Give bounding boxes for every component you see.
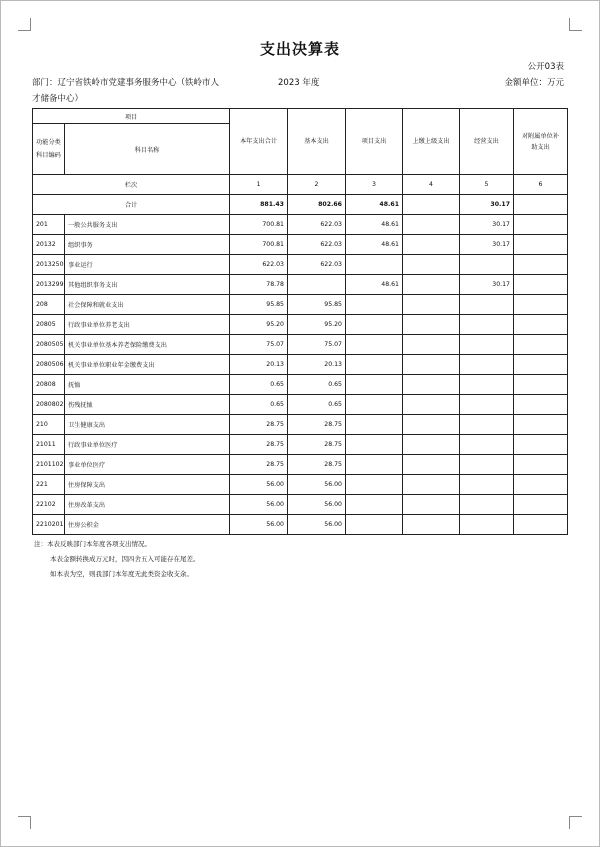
amount-cell bbox=[514, 275, 568, 295]
subject-code: 2080506 bbox=[33, 355, 65, 375]
amount-cell: 95.85 bbox=[288, 295, 346, 315]
table-row bbox=[33, 315, 568, 335]
subject-name: 抚恤 bbox=[65, 375, 230, 395]
subject-name: 住房公积金 bbox=[65, 515, 230, 535]
subject-name: 一般公共服务支出 bbox=[65, 215, 230, 235]
amount-cell: 622.03 bbox=[288, 215, 346, 235]
amount-cell bbox=[460, 375, 514, 395]
amount-cell bbox=[514, 355, 568, 375]
subject-name: 其他组织事务支出 bbox=[65, 275, 230, 295]
total-value bbox=[403, 195, 460, 215]
amount-cell bbox=[514, 375, 568, 395]
amount-cell bbox=[460, 255, 514, 275]
amount-cell bbox=[460, 475, 514, 495]
col-num: 5 bbox=[460, 175, 514, 195]
col-num: 3 bbox=[346, 175, 403, 195]
amount-cell bbox=[460, 455, 514, 475]
amount-cell bbox=[403, 435, 460, 455]
total-row bbox=[33, 195, 568, 215]
crop-mark-bottom-right bbox=[569, 816, 582, 829]
amount-cell bbox=[403, 355, 460, 375]
header-item-group: 项目 bbox=[33, 109, 230, 124]
subject-name: 行政事业单位养老支出 bbox=[65, 315, 230, 335]
amount-cell: 56.00 bbox=[230, 495, 288, 515]
amount-cell bbox=[403, 455, 460, 475]
amount-cell: 56.00 bbox=[230, 475, 288, 495]
amount-cell bbox=[514, 255, 568, 275]
header-col-2: 基本支出 bbox=[288, 109, 346, 175]
subject-name: 住房保障支出 bbox=[65, 475, 230, 495]
total-value: 48.61 bbox=[346, 195, 403, 215]
form-code: 公开03表 bbox=[527, 62, 564, 72]
header-name: 科目名称 bbox=[65, 124, 230, 175]
amount-cell bbox=[514, 335, 568, 355]
col-num: 1 bbox=[230, 175, 288, 195]
amount-cell: 0.65 bbox=[288, 395, 346, 415]
amount-cell: 28.75 bbox=[230, 435, 288, 455]
subject-code: 2013299 bbox=[33, 275, 65, 295]
amount-cell bbox=[403, 495, 460, 515]
amount-cell bbox=[403, 235, 460, 255]
amount-cell bbox=[514, 215, 568, 235]
col-num: 6 bbox=[514, 175, 568, 195]
amount-cell bbox=[346, 455, 403, 475]
amount-cell: 622.03 bbox=[288, 235, 346, 255]
subject-code: 2013250 bbox=[33, 255, 65, 275]
table-row bbox=[33, 235, 568, 255]
header-col-5: 经营支出 bbox=[460, 109, 514, 175]
table-row bbox=[33, 295, 568, 315]
amount-cell bbox=[288, 275, 346, 295]
amount-cell bbox=[460, 395, 514, 415]
amount-cell: 0.65 bbox=[288, 375, 346, 395]
header-col-1: 本年支出合计 bbox=[230, 109, 288, 175]
table-row bbox=[33, 275, 568, 295]
amount-cell bbox=[346, 355, 403, 375]
subject-name: 住房改革支出 bbox=[65, 495, 230, 515]
row-label: 栏次 bbox=[33, 175, 230, 195]
subject-name: 事业单位医疗 bbox=[65, 455, 230, 475]
table-row bbox=[33, 375, 568, 395]
table-row bbox=[33, 475, 568, 495]
amount-cell: 28.75 bbox=[288, 415, 346, 435]
amount-cell bbox=[460, 315, 514, 335]
table-row bbox=[33, 355, 568, 375]
subject-code: 210 bbox=[33, 415, 65, 435]
col-num: 2 bbox=[288, 175, 346, 195]
amount-cell bbox=[460, 515, 514, 535]
amount-cell: 622.03 bbox=[288, 255, 346, 275]
amount-cell bbox=[514, 435, 568, 455]
amount-cell bbox=[460, 435, 514, 455]
amount-cell bbox=[403, 315, 460, 335]
amount-cell: 28.75 bbox=[230, 415, 288, 435]
total-value: 802.66 bbox=[288, 195, 346, 215]
amount-cell bbox=[403, 395, 460, 415]
amount-cell bbox=[403, 375, 460, 395]
subject-name: 机关事业单位职业年金缴费支出 bbox=[65, 355, 230, 375]
column-number-row bbox=[33, 175, 568, 195]
amount-cell bbox=[346, 295, 403, 315]
total-value: 30.17 bbox=[460, 195, 514, 215]
amount-cell: 78.78 bbox=[230, 275, 288, 295]
amount-cell bbox=[514, 315, 568, 335]
amount-cell: 0.65 bbox=[230, 375, 288, 395]
amount-cell: 56.00 bbox=[230, 515, 288, 535]
amount-cell: 75.07 bbox=[288, 335, 346, 355]
amount-cell bbox=[403, 415, 460, 435]
amount-cell bbox=[514, 235, 568, 255]
amount-cell: 28.75 bbox=[230, 455, 288, 475]
amount-cell: 20.13 bbox=[288, 355, 346, 375]
amount-cell: 95.20 bbox=[288, 315, 346, 335]
header-col-6: 对附属单位补助支出 bbox=[514, 109, 568, 175]
subject-code: 20132 bbox=[33, 235, 65, 255]
subject-code: 208 bbox=[33, 295, 65, 315]
amount-cell: 30.17 bbox=[460, 275, 514, 295]
subject-name: 伤残抚恤 bbox=[65, 395, 230, 415]
table-row bbox=[33, 215, 568, 235]
amount-cell bbox=[346, 255, 403, 275]
amount-cell bbox=[346, 435, 403, 455]
header-row-group bbox=[33, 109, 568, 124]
amount-cell bbox=[514, 395, 568, 415]
amount-cell: 700.81 bbox=[230, 235, 288, 255]
subject-name: 卫生健康支出 bbox=[65, 415, 230, 435]
amount-cell bbox=[403, 295, 460, 315]
amount-cell: 95.85 bbox=[230, 295, 288, 315]
subject-code: 2080505 bbox=[33, 335, 65, 355]
amount-cell: 56.00 bbox=[288, 515, 346, 535]
amount-cell: 56.00 bbox=[288, 475, 346, 495]
table-row bbox=[33, 435, 568, 455]
amount-cell bbox=[460, 335, 514, 355]
amount-cell: 30.17 bbox=[460, 235, 514, 255]
amount-cell bbox=[514, 295, 568, 315]
table-row bbox=[33, 415, 568, 435]
subject-code: 201 bbox=[33, 215, 65, 235]
subject-name: 事业运行 bbox=[65, 255, 230, 275]
amount-cell bbox=[346, 515, 403, 535]
subject-code: 22102 bbox=[33, 495, 65, 515]
amount-cell: 30.17 bbox=[460, 215, 514, 235]
table-row bbox=[33, 515, 568, 535]
subject-code: 221 bbox=[33, 475, 65, 495]
amount-cell bbox=[403, 215, 460, 235]
subject-code: 20805 bbox=[33, 315, 65, 335]
amount-cell: 20.13 bbox=[230, 355, 288, 375]
table-row bbox=[33, 335, 568, 355]
header-col-4: 上缴上级支出 bbox=[403, 109, 460, 175]
amount-cell bbox=[346, 395, 403, 415]
fiscal-year: 2023 年度 bbox=[278, 78, 320, 88]
amount-cell bbox=[514, 515, 568, 535]
subject-code: 20808 bbox=[33, 375, 65, 395]
amount-unit: 金额单位：万元 bbox=[504, 78, 564, 88]
header-code: 功能分类科目编码 bbox=[33, 124, 65, 175]
amount-cell bbox=[460, 415, 514, 435]
crop-mark-top-left bbox=[18, 18, 31, 31]
amount-cell bbox=[460, 295, 514, 315]
crop-mark-top-right bbox=[569, 18, 582, 31]
amount-cell: 95.20 bbox=[230, 315, 288, 335]
amount-cell bbox=[403, 255, 460, 275]
note-line: 注：本表反映部门本年度各项支出情况。 bbox=[34, 540, 151, 548]
subject-code: 2101102 bbox=[33, 455, 65, 475]
notes bbox=[34, 537, 200, 582]
subject-name: 行政事业单位医疗 bbox=[65, 435, 230, 455]
crop-mark-bottom-left bbox=[18, 816, 31, 829]
header-col-3: 项目支出 bbox=[346, 109, 403, 175]
amount-cell: 622.03 bbox=[230, 255, 288, 275]
table-row bbox=[33, 395, 568, 415]
note-line: 本表金额转换成万元时，因四舍五入可能存在尾差。 bbox=[50, 555, 200, 563]
department-label: 部门：辽宁省铁岭市党建事务服务中心（铁岭市人才储备中心） bbox=[32, 78, 220, 104]
amount-cell bbox=[460, 355, 514, 375]
amount-cell: 48.61 bbox=[346, 235, 403, 255]
amount-cell bbox=[460, 495, 514, 515]
amount-cell: 75.07 bbox=[230, 335, 288, 355]
amount-cell: 56.00 bbox=[288, 495, 346, 515]
subject-name: 组织事务 bbox=[65, 235, 230, 255]
page-title: 支出决算表 bbox=[259, 40, 340, 58]
amount-cell: 0.65 bbox=[230, 395, 288, 415]
amount-cell bbox=[403, 475, 460, 495]
total-value: 881.43 bbox=[230, 195, 288, 215]
amount-cell bbox=[346, 495, 403, 515]
note-line: 如本表为空，则我部门本年度无此类资金收支余。 bbox=[50, 570, 193, 578]
col-num: 4 bbox=[403, 175, 460, 195]
subject-name: 机关事业单位基本养老保险缴费支出 bbox=[65, 335, 230, 355]
subject-code: 2210201 bbox=[33, 515, 65, 535]
amount-cell: 28.75 bbox=[288, 435, 346, 455]
amount-cell bbox=[514, 475, 568, 495]
subject-name: 社会保障和就业支出 bbox=[65, 295, 230, 315]
amount-cell bbox=[346, 375, 403, 395]
amount-cell bbox=[403, 275, 460, 295]
amount-cell bbox=[514, 495, 568, 515]
expenditure-table bbox=[32, 108, 568, 535]
subject-code: 21011 bbox=[33, 435, 65, 455]
amount-cell: 48.61 bbox=[346, 215, 403, 235]
amount-cell bbox=[346, 315, 403, 335]
amount-cell: 28.75 bbox=[288, 455, 346, 475]
amount-cell: 48.61 bbox=[346, 275, 403, 295]
amount-cell bbox=[346, 415, 403, 435]
amount-cell bbox=[514, 415, 568, 435]
table-row bbox=[33, 255, 568, 275]
table-row bbox=[33, 495, 568, 515]
amount-cell bbox=[403, 335, 460, 355]
amount-cell bbox=[346, 335, 403, 355]
table-row bbox=[33, 455, 568, 475]
amount-cell bbox=[346, 475, 403, 495]
total-label: 合计 bbox=[33, 195, 230, 215]
amount-cell: 700.81 bbox=[230, 215, 288, 235]
subject-code: 2080802 bbox=[33, 395, 65, 415]
total-value bbox=[514, 195, 568, 215]
amount-cell bbox=[403, 515, 460, 535]
amount-cell bbox=[514, 455, 568, 475]
